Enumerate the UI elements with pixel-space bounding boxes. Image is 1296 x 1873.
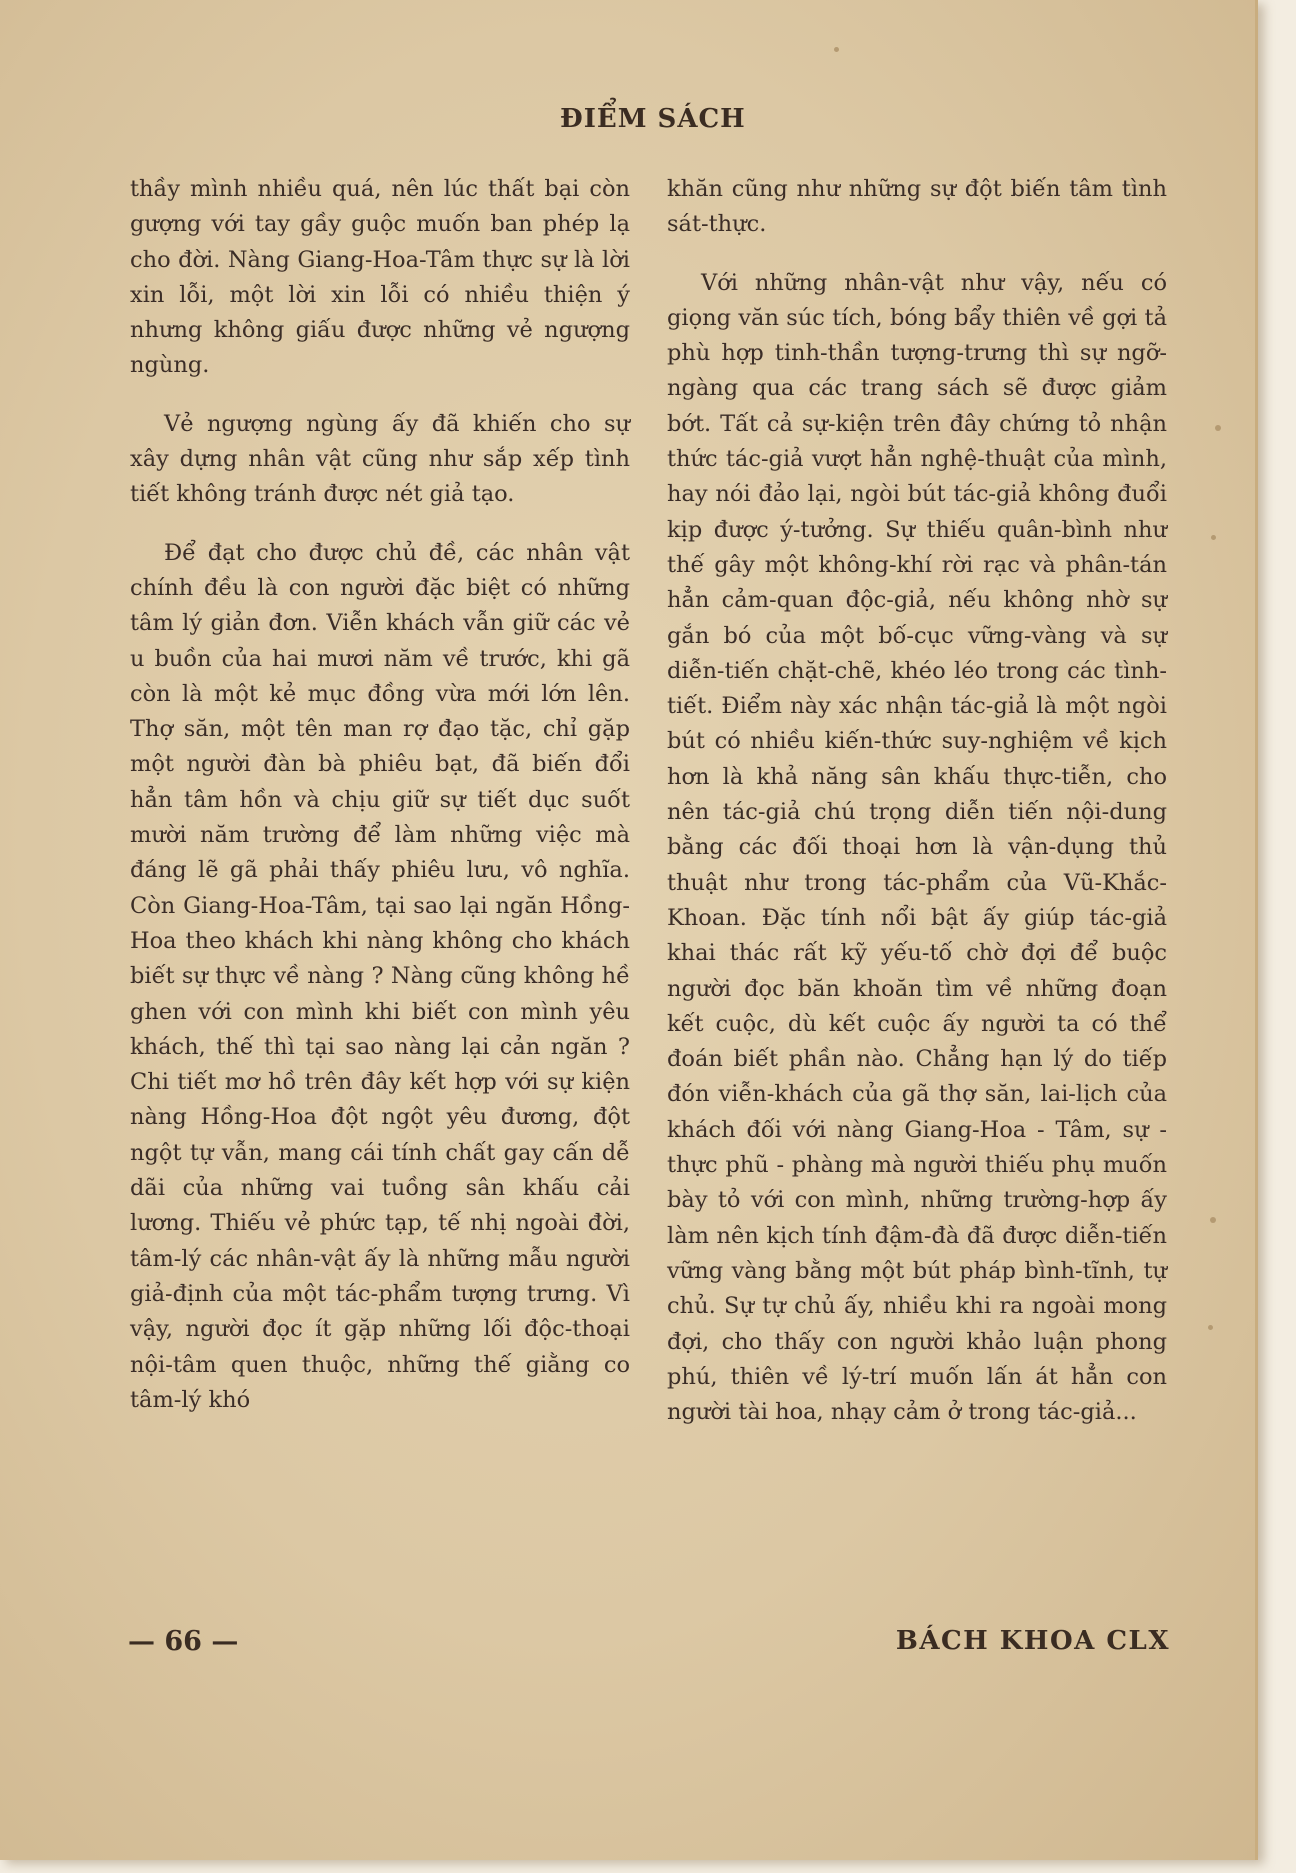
left-column bbox=[130, 172, 630, 1441]
paragraph: Để đạt cho được chủ đề, các nhân vật chính đều là con người đặc biệt có những tâm lý giản đơn. Viễn khách vẫn giữ các vẻ u buồn của hai mươi năm về trước, khi gã còn là một kẻ mục đồng vừa mới lớn lên. Thợ săn, một tên man rợ đạo tặc, chỉ gặp một người đàn bà phiêu bạt, đã biến đổi hẳn tâm hồn và chịu giữ sự tiết dục suốt mười năm trường để làm những việc mà đáng lẽ gã phải thấy phiêu lưu, vô nghĩa. Còn Giang-Hoa-Tâm, tại sao lại ngăn Hồng-Hoa theo khách khi nàng không cho khách biết sự thực về nàng ? Nàng cũng không hề ghen với con mình khi biết con mình yêu khách, thế thì tại sao nàng lại cản ngăn ? Chi tiết mơ hồ trên đây kết hợp với sự kiện nàng Hồng-Hoa đột ngột yêu đương, đột ngột tự vẫn, mang cái tính chất gay cấn dễ dãi của những vai tuồng sân khấu cải lương. Thiếu vẻ phức tạp, tế nhị ngoài đời, tâm-lý các nhân-vật ấy là những mẫu người giả-định của một tác-phẩm tượng trưng. Vì vậy, người đọc ít gặp những lối độc-thoại nội-tâm quen thuộc, những thế giằng co tâm-lý khó bbox=[130, 539, 630, 1413]
paper-speck bbox=[834, 47, 839, 52]
paper-speck bbox=[1215, 425, 1221, 431]
paper-speck bbox=[1211, 535, 1216, 540]
paragraph: thầy mình nhiều quá, nên lúc thất bại còn gượng với tay gầy guộc muốn ban phép lạ cho đời. Nàng Giang-Hoa-Tâm thực sự là lời xin lỗi, một lời xin lỗi có nhiều thiện ý nhưng không giấu được những vẻ ngượng ngùng. bbox=[130, 176, 630, 379]
paper-speck bbox=[1210, 1217, 1216, 1223]
paragraph: Với những nhân-vật như vậy, nếu có giọng văn súc tích, bóng bẩy thiên về gợi tả phù hợp tinh-thần tượng-trưng thì sự ngỡ-ngàng qua các trang sách sẽ được giảm bớt. Tất cả sự-kiện trên đây chứng tỏ nhận thức tác-giả vượt hẳn nghệ-thuật của mình, hay nói đảo lại, ngòi bút tác-giả không đuổi kịp được ý-tưởng. Sự thiếu quân-bình như thế gây một không-khí rời rạc và phân-tán hẳn cảm-quan độc-giả, nếu không nhờ sự gắn bó của một bố-cục vững-vàng và sự diễn-tiến chặt-chẽ, khéo léo trong các tình-tiết. Điểm này xác nhận tác-giả là một ngòi bút có nhiều kiến-thức suy-nghiệm về kịch hơn là khả năng sân khấu thực-tiễn, cho nên tác-giả chú trọng diễn tiến nội-dung bằng các đối thoại hơn là vận-dụng thủ thuật như trong tác-phẩm của Vũ-Khắc-Khoan. Đặc tính nổi bật ấy giúp tác-giả khai thác rất kỹ yếu-tố chờ đợi để buộc người đọc băn khoăn tìm về những đoạn kết cuộc, dù kết cuộc ấy người ta có thể đoán biết phần nào. Chẳng hạn lý do tiếp đón viễn-khách của gã thợ săn, lai-lịch của khách đối với nàng Giang-Hoa - Tâm, sự - thực phũ - phàng mà người thiếu phụ muốn bày tỏ với con mình, những trường-hợp ấy làm nên kịch tính đậm-đà đã được diễn-tiến vững vàng bằng một bút pháp bình-tĩnh, tự chủ. Sự tự chủ ấy, nhiều khi ra ngoài mong đợi, cho thấy con người khảo luận phong phú, thiên về lý-trí muốn lấn át hẳn con người tài hoa, nhạy cảm ở trong tác-giả... bbox=[667, 269, 1167, 1426]
publication-name: BÁCH KHOA CLX bbox=[895, 1626, 1170, 1656]
paper-speck bbox=[1208, 1325, 1213, 1330]
page-number: — 66 — bbox=[128, 1626, 239, 1657]
right-column bbox=[667, 172, 1167, 1453]
section-title: ĐIỂM SÁCH bbox=[560, 104, 746, 134]
paragraph: khăn cũng như những sự đột biến tâm tình sát-thực. bbox=[667, 176, 1167, 238]
paragraph: Vẻ ngượng ngùng ấy đã khiến cho sự xây dựng nhân vật cũng như sắp xếp tình tiết không tránh được nét giả tạo. bbox=[130, 410, 630, 508]
